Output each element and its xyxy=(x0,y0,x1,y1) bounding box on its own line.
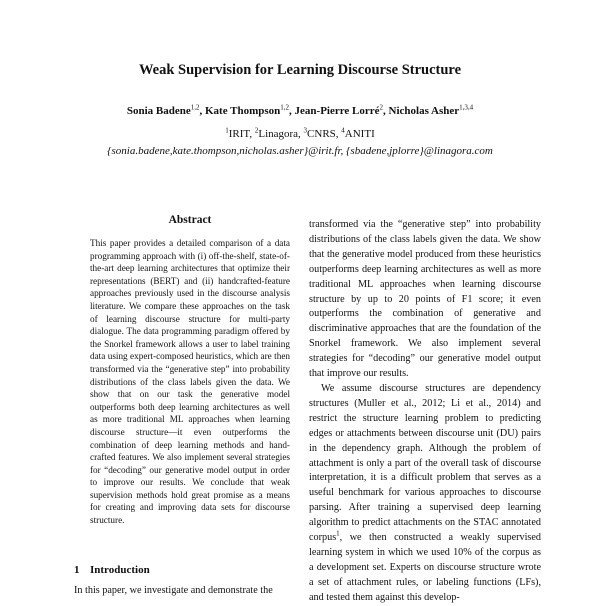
affil-name: IRIT xyxy=(228,128,250,140)
section-title: Introduction xyxy=(90,564,150,576)
right-column-paragraph-2 xyxy=(309,382,541,606)
introduction-first-line: In this paper, we investigate and demonstrate the xyxy=(74,585,273,596)
author-list: Sonia Badene$^{1,2}$, Kate Thompson$^{1,2}$, Jean-Pierre Lorré$^2$, Nicholas Asher$^{1,3,4}$ xyxy=(126,103,474,117)
section-heading-introduction xyxy=(74,564,304,576)
author-emails: {sonia.badene,kate.thompson,nicholas.asher}@irit.fr, {sbadene,jplorre}@linagora.com xyxy=(107,145,493,157)
section-number: 1 xyxy=(74,564,80,576)
footnote-marker: 1 xyxy=(336,529,340,538)
abstract-text: This paper provides a detailed comparison of a data programming approach with (i) off-the-shelf, state-of-the-art deep learning architectures that optimize their representations (BERT) and (ii) handcrafted-feature approaches previously used in the discourse analysis literature. We compare these approaches on the task of learning discourse structure for multi-party dialogue. The data programming paradigm offered by the Snorkel framework allows a user to label training data using expert-composed heuristics, which are then transformed via the “generative step” into probability distributions of the class labels given the data. We show that on our task the generative model outperforms both deep learning architectures as well as more traditional ML approaches when learning discourse structure—it even outperforms the combination of deep learning methods and hand-crafted features. We also implement several strategies for “decoding” our generative model output in order to improve our results. We conclude that weak supervision methods hold great promise as a means for creating and improving data sets for discourse structure. xyxy=(90,238,290,526)
paragraph-text: , we then constructed a weakly supervised learning system in which we used 10% of the corpus as a development set. Experts on discourse structure wrote a set of attachment rules, or labeling functions (LFs), and tested them against this develop- xyxy=(309,532,541,603)
author-affil-sup: 1,2 xyxy=(190,103,200,112)
author-name: Nicholas Asher xyxy=(388,105,460,117)
paper-title: Weak Supervision for Learning Discourse Structure xyxy=(138,62,462,78)
paragraph-text: We assume discourse structures are dependency structures (Muller et al., 2012; Li et al., 2014) and restrict the structure learning problem to predicting edges or attachments between discourse unit (DU) pairs in the dependency graph. Although the problem of attachment is only a part of the overall task of discourse interpretation, it is a difficult problem that serves as a useful benchmark for various approaches to discourse parsing. After training a supervised deep learning algorithm to predict attachments on the STAC annotated corpus xyxy=(309,382,541,544)
author-name: Kate Thompson xyxy=(204,105,281,117)
affil-sup: 3 xyxy=(303,126,308,135)
right-column-paragraph-1: transformed via the “generative step” into probability distributions of the class labels given the data. We show that the generative model produced from these heuristics outperforms deep learning architectures as well as more traditional ML approaches when learning discourse structure by up to 20 points of F1 score; it even outperforms the combination of generative and discriminative approaches that are the foundation of the Snorkel framework. We also implement several strategies for “decoding” our generative model output that improve our results. xyxy=(309,219,541,380)
affil-name: CNRS xyxy=(307,128,336,140)
affil-name: ANITI xyxy=(344,128,375,140)
affil-sup: 2 xyxy=(254,126,259,135)
right-column xyxy=(309,218,541,606)
affil-name: Linagora xyxy=(258,128,299,140)
author-name: Sonia Badene xyxy=(126,105,191,117)
author-affil-sup: 1,2 xyxy=(280,103,290,112)
author-affil-sup: 1,3,4 xyxy=(459,103,474,112)
author-name: Jean-Pierre Lorré xyxy=(294,105,380,117)
abstract-heading: Abstract xyxy=(168,214,212,226)
affiliations: $^1$IRIT, $^2$Linagora, $^3$CNRS, $^4$ANITI xyxy=(225,126,375,140)
author-affil-sup: 2 xyxy=(379,103,384,112)
affil-sup: 1 xyxy=(225,126,229,135)
affil-sup: 4 xyxy=(341,126,345,135)
